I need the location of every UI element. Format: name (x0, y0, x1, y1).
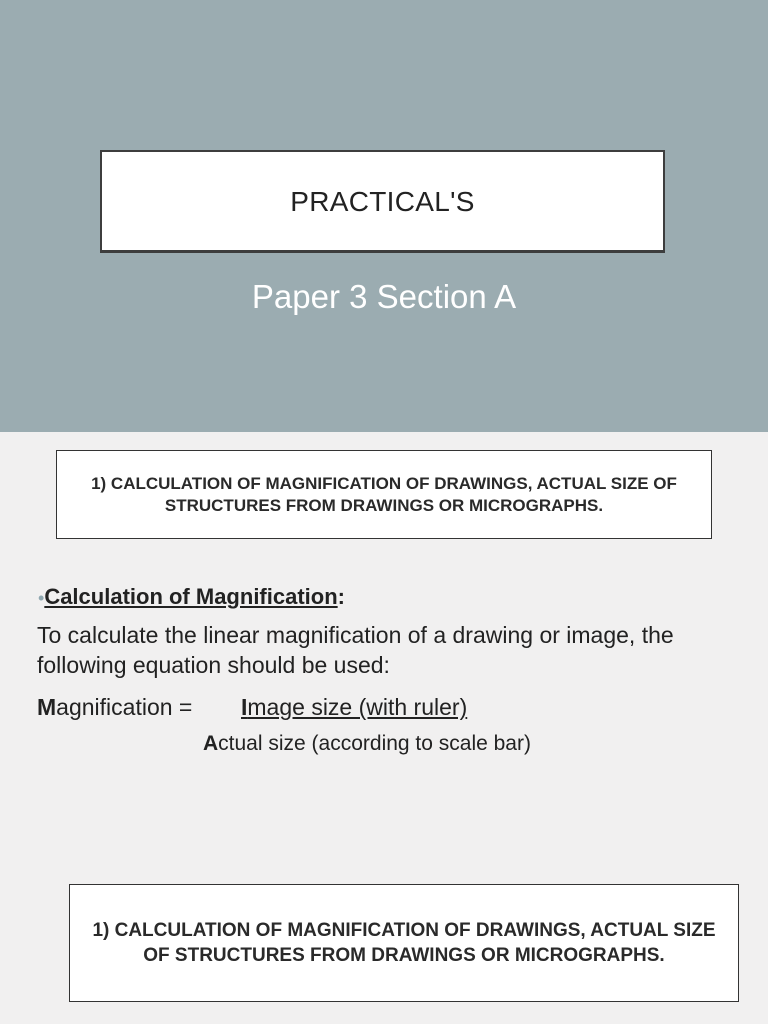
bullet-icon: • (38, 588, 45, 608)
denominator-rest: ctual size (according to scale bar) (218, 732, 531, 755)
slide-subtitle: Paper 3 Section A (251, 278, 517, 315)
denominator-initial: A (203, 732, 219, 755)
formula-denominator (203, 732, 531, 756)
formula-numerator (241, 694, 467, 721)
content-slide (0, 432, 768, 1024)
title-slide (0, 0, 768, 432)
formula-label-rest: agnification = (56, 694, 193, 720)
numerator-initial: I (241, 694, 248, 720)
formula-label (37, 694, 192, 721)
body-paragraph: To calculate the linear magnification of a drawing or image, the following equation should be used: (37, 622, 674, 678)
slide-title: PRACTICAL'S (290, 186, 475, 217)
formula-label-initial: M (37, 694, 57, 720)
bullet-item (38, 584, 345, 610)
footer-heading: 1) CALCULATION OF MAGNIFICATION OF DRAWINGS, ACTUAL SIZE OF STRUCTURES FROM DRAWINGS OR MICROGRAPHS. (69, 884, 739, 1002)
title-box (100, 150, 665, 253)
bullet-colon: : (337, 584, 345, 609)
bullet-heading: Calculation of Magnification (44, 584, 338, 609)
section-heading: 1) CALCULATION OF MAGNIFICATION OF DRAWINGS, ACTUAL SIZE OF STRUCTURES FROM DRAWINGS OR MICROGRAPHS. (56, 450, 712, 539)
numerator-rest: mage size (with ruler) (247, 694, 468, 720)
